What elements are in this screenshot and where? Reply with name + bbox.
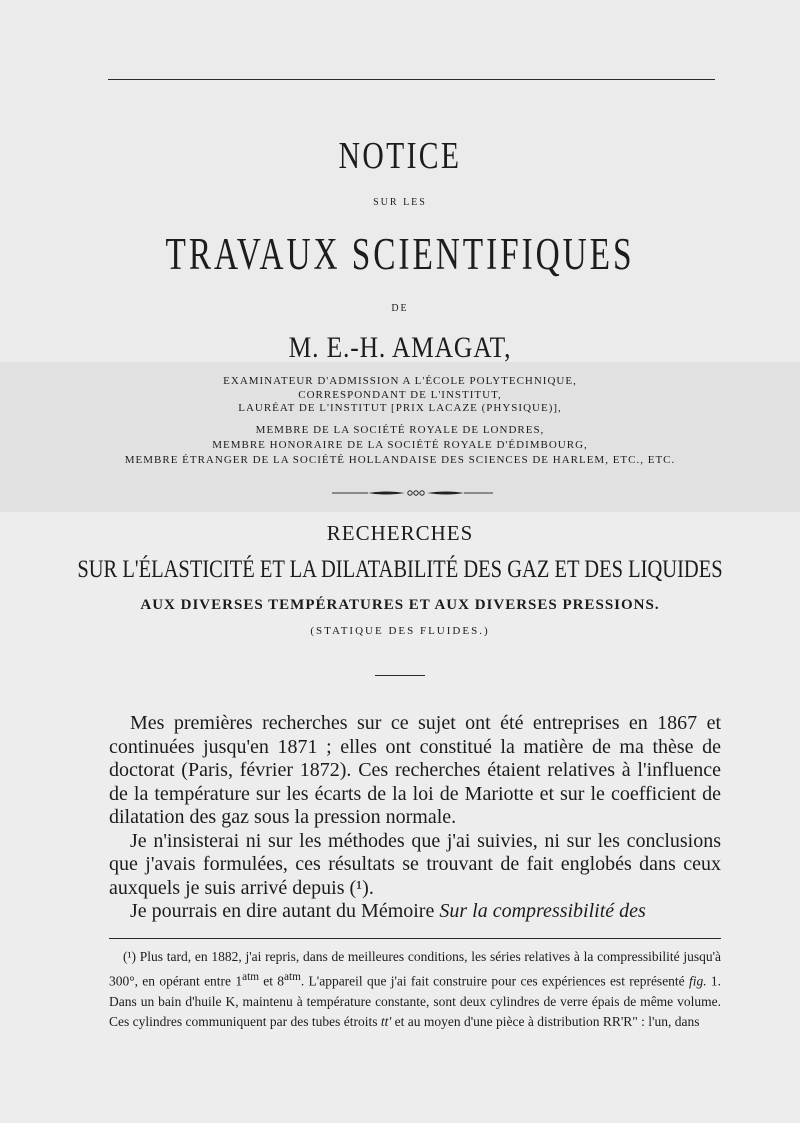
credential-line: LAURÉAT DE L'INSTITUT [PRIX LACAZE (PHYSIQUE)], (238, 402, 562, 414)
footnote-paragraph (109, 947, 721, 1032)
credential-line: MEMBRE ÉTRANGER DE LA SOCIÉTÉ HOLLANDAISE DES SCIENCES DE HARLEM, ETC., ETC. (124, 454, 676, 466)
section-subtitle: SUR L'ÉLASTICITÉ ET LA DILATABILITÉ DES GAZ ET DES LIQUIDES (77, 556, 723, 583)
tube-label: tt' (380, 1013, 392, 1029)
paragraph: Je n'insisterai ni sur les méthodes que j'ai suivies, ni sur les conclusions que j'avais formulées, ces résultats se trouvant de fait englobés dans ceux auxquels je suis arrivé depuis (¹). (109, 829, 721, 899)
author-name: M. E.-H. AMAGAT, (288, 331, 512, 364)
credential-line: MEMBRE DE LA SOCIÉTÉ ROYALE DE LONDRES, (255, 424, 545, 436)
top-rule (108, 79, 715, 80)
credential-line: CORRESPONDANT DE L'INSTITUT, (298, 389, 502, 401)
figure-ref: fig. (688, 973, 707, 989)
section-subtitle-2: AUX DIVERSES TEMPÉRATURES ET AUX DIVERSES PRESSIONS. (140, 597, 660, 613)
footnote-text: et 8 (258, 973, 284, 989)
travaux-heading: TRAVAUX SCIENTIFIQUES (165, 229, 635, 279)
unit-superscript: atm (242, 971, 259, 983)
sur-les-label: SUR LES (373, 197, 427, 208)
unit-superscript: atm (284, 971, 301, 983)
footnote-text: Plus tard, en 1882, j'ai repris, dans de meilleures conditions, les séries relatives à la compressibilité jusqu'à 300°, en opérant entre 1 (109, 949, 721, 989)
credential-line: MEMBRE HONORAIRE DE LA SOCIÉTÉ ROYALE D'ÉDIMBOURG, (212, 439, 588, 451)
footnote-text: . L'appareil que j'ai fait construire pour ces expériences est représenté (300, 973, 689, 989)
paragraph: Mes premières recherches sur ce sujet ont été entreprises en 1867 et continuées jusqu'en 1871 ; elles ont constitué la matière de ma thèse de doctorat (Paris, février 1872). Ces recherches étaient relatives à l'influence de la température sur les écarts de la loi de Mariotte et sur le coefficient de dilatation des gaz sous la pression normale. (109, 712, 721, 828)
notice-heading: NOTICE (338, 135, 462, 177)
section-rule (375, 675, 425, 676)
ornament-divider (330, 486, 495, 500)
credential-line: EXAMINATEUR D'ADMISSION A L'ÉCOLE POLYTECHNIQUE, (223, 375, 577, 387)
footnote-marker: (¹) (123, 949, 137, 964)
paragraph (109, 900, 721, 924)
body-text (109, 712, 721, 924)
section-note: (STATIQUE DES FLUIDES.) (310, 625, 490, 637)
footnote-text: et au moyen d'une pièce à distribution RR'R" : l'un, dans (391, 1013, 700, 1029)
section-title: RECHERCHES (326, 521, 474, 545)
memoir-title: Sur la compressibilité des (439, 900, 646, 922)
de-label: DE (391, 303, 409, 314)
footnote-text: 1. Dans un bain d'huile K, maintenu à température constante, sont deux cylindres de verre épais de même volume. Ces cylindres communiquent par des tubes étroits (109, 973, 721, 1029)
footnote-rule (109, 938, 721, 939)
footnote (109, 947, 721, 1032)
paragraph-text: Je pourrais en dire autant du Mémoire (130, 900, 435, 922)
